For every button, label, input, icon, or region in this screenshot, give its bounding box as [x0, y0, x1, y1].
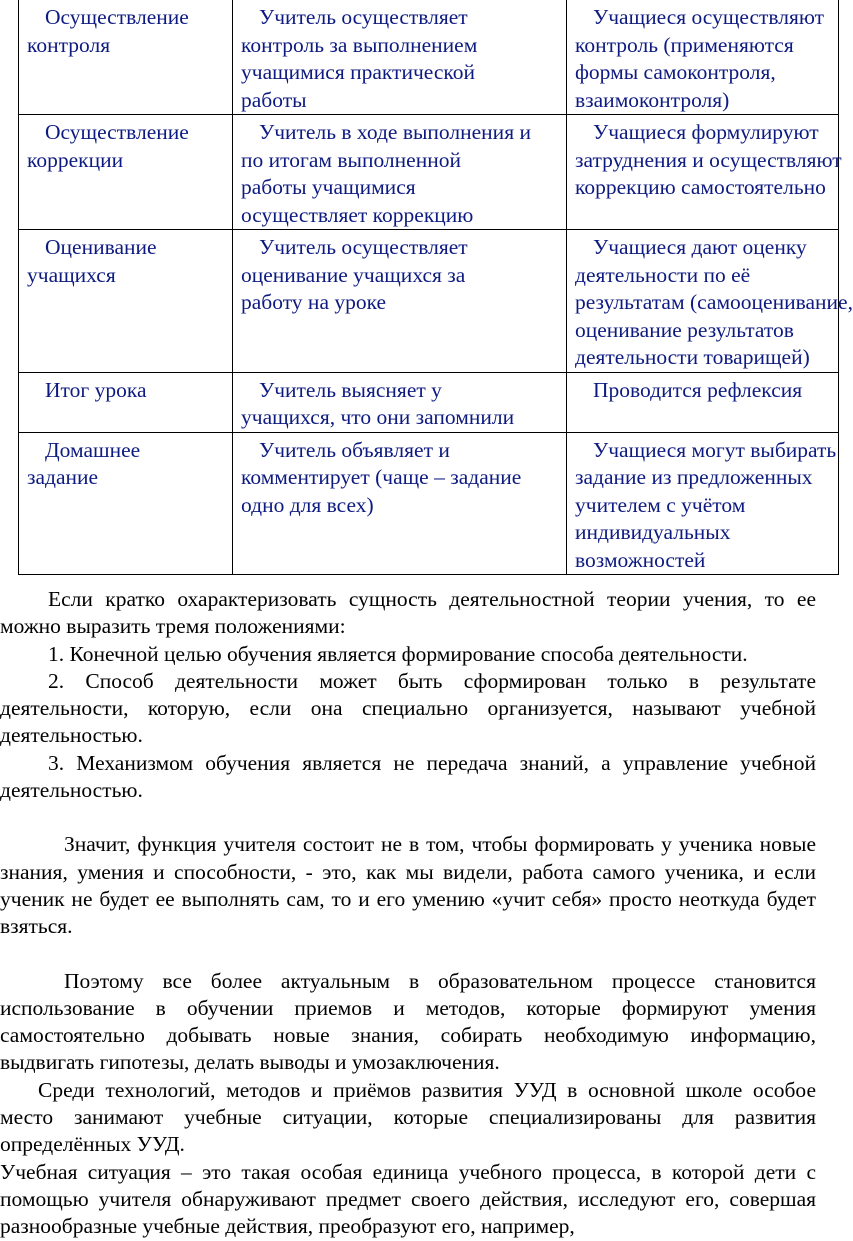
students-cell: Учащиеся дают оценку деятельности по её результатам (самооценивание, оценивание результатов деятельности товарищей) [567, 230, 839, 373]
list-item: 3. Механизмом обучения является не передача знаний, а управление учебной деятельностью. [0, 750, 816, 803]
list-item: 2. Способ деятельности может быть сформирован только в результате деятельности, которую, если она специально организуется, называют учебной деятельностью. [0, 668, 816, 748]
paragraph: Значит, функция учителя состоит не в том, чтобы формировать у ученика новые знания, умения и способности, - это, как мы видели, работа самого ученика, и если ученик не будет ее выполнять сам, то и его умению «учит себя» просто неоткуда будет взяться. [0, 832, 816, 939]
table-row [19, 230, 839, 373]
table-row [19, 0, 839, 115]
teacher-cell: Учитель осуществляет оценивание учащихся за работу на уроке [233, 230, 567, 373]
teacher-cell: Учитель объявляет и комментирует (чаще – задание одно для всех) [233, 432, 567, 575]
table-row [19, 372, 839, 432]
paragraph: Поэтому все более актуальным в образовательном процессе становится использование в обучении приемов и методов, которые формируют умения самостоятельно добывать новые знания, собирать необходимую информацию, выдвигать гипотезы, делать выводы и умозаключения. [0, 968, 816, 1075]
students-cell: Учащиеся могут выбирать задание из предложенных учителем с учётом индивидуальных возможностей [567, 432, 839, 575]
paragraph: Учебная ситуация – это такая особая единица учебного процесса, в которой дети с помощью учителя обнаруживают предмет своего действия, исследуют его, совершая разнообразные учебные действия, преобразуют его, например, [0, 1159, 816, 1239]
list-item: 1. Конечной целью обучения является формирование способа деятельности. [48, 641, 748, 666]
paragraph: Если кратко охарактеризовать сущность деятельностной теории учения, то ее можно выразить тремя положениями: [0, 587, 816, 639]
body-text [0, 586, 816, 1241]
table-row [19, 432, 839, 575]
lesson-stages-table [18, 0, 853, 575]
students-cell: Учащиеся осуществляют контроль (применяются формы самоконтроля, взаимоконтроля) [567, 0, 839, 115]
students-cell: Проводится рефлексия [567, 372, 839, 432]
stage-cell: Осуществление коррекции [19, 115, 233, 230]
stage-cell: Итог урока [19, 372, 233, 432]
teacher-cell: Учитель выясняет у учащихся, что они запомнили [233, 372, 567, 432]
table-row [19, 115, 839, 230]
teacher-cell: Учитель осуществляет контроль за выполнением учащимися практической работы [233, 0, 567, 115]
stage-cell: Оценивание учащихся [19, 230, 233, 373]
stage-cell: Осуществление контроля [19, 0, 233, 115]
paragraph: Среди технологий, методов и приёмов развития УУД в основной школе особое место занимают учебные ситуации, которые специализированы для развития определённых УУД. [0, 1077, 816, 1157]
stage-cell: Домашнее задание [19, 432, 233, 575]
students-cell: Учащиеся формулируют затруднения и осуществляют коррекцию самостоятельно [567, 115, 839, 230]
teacher-cell: Учитель в ходе выполнения и по итогам выполненной работы учащимися осуществляет коррекцию [233, 115, 567, 230]
